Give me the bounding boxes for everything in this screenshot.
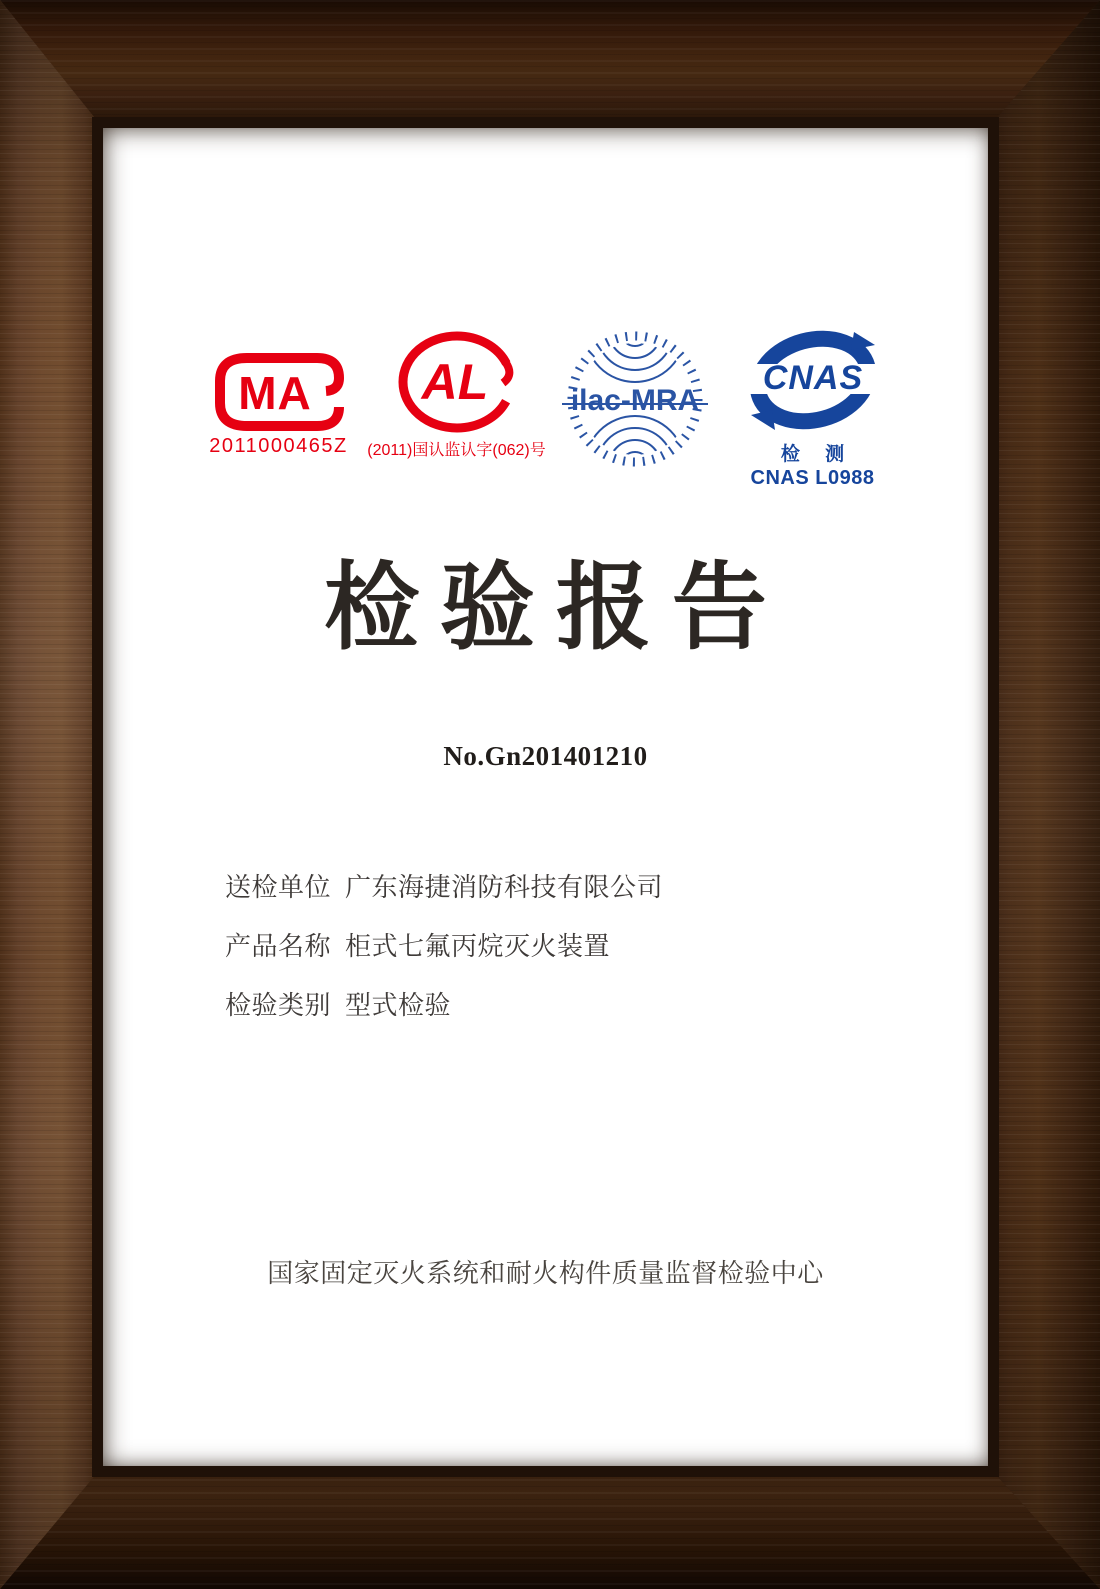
cnas-label: CNAS: [762, 359, 863, 397]
cma-stamp: [190, 318, 368, 458]
accreditation-stamp-row: [103, 318, 988, 490]
field-row-product-name: [225, 929, 928, 963]
field-value: 柜式七氟丙烷灭火装置: [345, 931, 611, 961]
field-label: 送检单位: [225, 872, 332, 902]
cma-mark-icon: [211, 350, 347, 434]
cnas-lab-code: CNAS L0988: [750, 467, 875, 489]
field-label: 检验类别: [225, 990, 332, 1020]
report-title: 检验报告: [324, 555, 788, 661]
certificate-page: [103, 128, 988, 1466]
cal-letters: AL: [421, 354, 488, 410]
frame-bottom-rail: [0, 1466, 1100, 1589]
cma-certificate-number: 2011000465Z: [209, 435, 348, 457]
cnas-caption-cn: 检 测: [780, 444, 855, 465]
frame-left-rail: [0, 0, 103, 1589]
field-value: 型式检验: [345, 990, 452, 1020]
frame-right-rail: [988, 0, 1100, 1589]
cma-letters: MA: [237, 367, 312, 419]
ilac-mra-label: ilac-MRA: [570, 384, 699, 417]
report-fields: [225, 870, 928, 1047]
cnas-stamp: [724, 318, 902, 490]
cnas-swoosh-icon: [750, 328, 876, 436]
frame-top-rail: [0, 0, 1100, 128]
field-label: 产品名称: [225, 931, 332, 961]
field-value: 广东海捷消防科技有限公司: [345, 872, 664, 902]
report-number: No.Gn201401210: [443, 741, 648, 771]
ilac-mra-seal-icon: [560, 324, 710, 474]
issuing-organization: 国家固定灭火系统和耐火构件质量监督检验中心: [267, 1258, 824, 1288]
cal-stamp: [368, 318, 546, 460]
ilac-mra-stamp: [546, 318, 724, 474]
cal-accreditation-caption: (2011)国认监认字(062)号: [367, 442, 546, 459]
field-row-inspection-type: [225, 988, 928, 1022]
field-row-submitting-unit: [225, 870, 928, 904]
cal-mark-icon: [397, 330, 517, 434]
